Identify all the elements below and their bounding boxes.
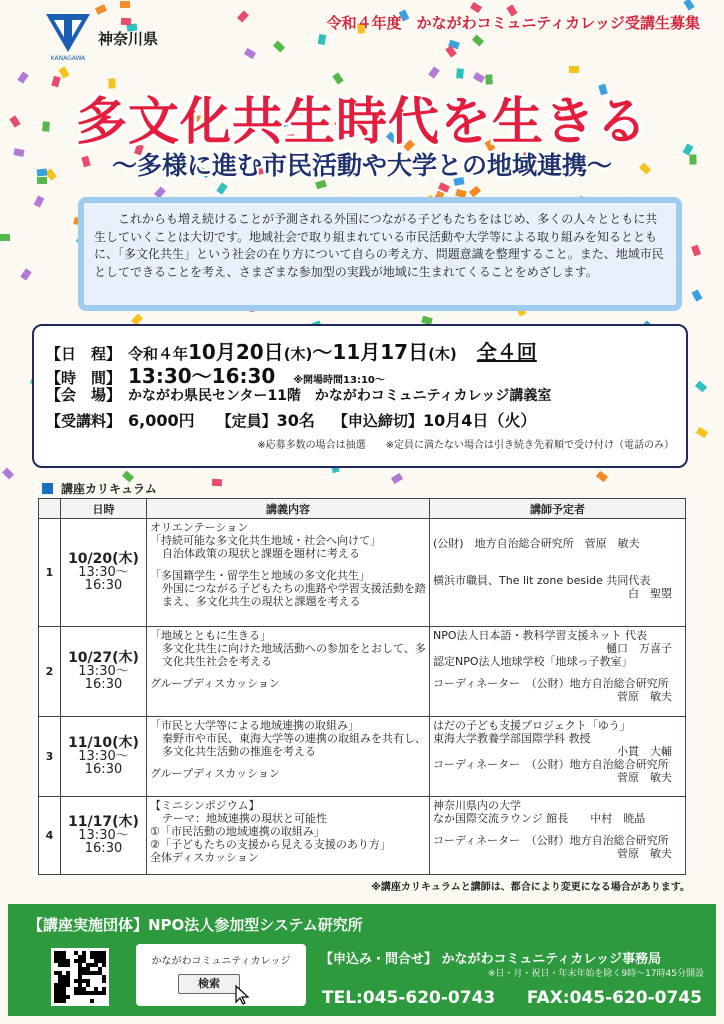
svg-text:KANAGAWA: KANAGAWA [50, 55, 86, 62]
office-hours: ※日・月・祝日・年末年始を除く9時〜17時45分開設 [487, 969, 704, 979]
confetti-piece [216, 183, 227, 195]
confetti-piece [391, 473, 403, 484]
col-date: 日時 [61, 499, 147, 519]
confetti-piece [596, 470, 608, 482]
confetti-piece [0, 234, 10, 241]
prefecture-name: 神奈川県 [98, 30, 159, 48]
col-no [39, 499, 61, 519]
table-row: 2 10/27(木) 13:30〜 16:30 「地域とともに生きる」 多文化共生に向けた地域活動への参加をとおして、多文化共生社会を考える グループディスカッション NPO法人日本語・教科学習支援ネット 代表 樋口 万喜子 認定NPO法人地球学校「地球っ子教室」 コーディネーター （公財）地方自治総合研究所 菅原 敏夫 [39, 627, 686, 717]
confetti-piece [696, 427, 708, 438]
cursor-pointer-icon [232, 984, 254, 1006]
confetti-piece [469, 185, 481, 197]
time-row: 【時 間】 13:30〜16:30 ※開場時間13:10〜 [46, 364, 385, 388]
info-note: ※応募多数の場合は抽選 ※定員に満たない場合は引き続き先着順で受け付け（電話のみ） [257, 440, 674, 451]
confetti-piece [212, 479, 222, 487]
square-bullet-icon [42, 483, 53, 494]
confetti-piece [121, 18, 131, 26]
col-content: 講義内容 [147, 499, 430, 519]
venue-row: 【会 場】 かながわ県民センター11階 かながわコミュニティカレッジ講義室 [46, 386, 552, 404]
main-title: 多文化共生時代を生きる [75, 93, 648, 152]
confetti-piece [692, 290, 703, 302]
curriculum-heading: 講座カリキュラム [42, 480, 157, 497]
table-row: 4 11/17(木) 13:30〜 16:30 【ミニシンポジウム】 テーマ：地域連携の現状と可能性 ①「市民活動の地域連携の取組み」 ②「子どもたちの支援から見える支援のあり方」 全体ディスカッション 神奈川県内の大学 なか国際交流ラウンジ 館長 中村 暁晶 コーディネーター （公財）地方自治総合研究所 菅原 敏夫 [39, 797, 686, 875]
confetti-piece [683, 0, 694, 10]
confetti-piece [694, 381, 706, 393]
search-button[interactable]: 検索 [178, 974, 240, 994]
qr-code[interactable] [51, 948, 109, 1006]
col-lecturer: 講師予定者 [430, 499, 686, 519]
intro-text: これからも増え続けることが予測される外国につながる子どもたちをはじめ、多くの人々とともに共生していくことは大切です。地域社会で取り組まれている市民活動や大学等による取り組みを知るとともに、「多文化共生」という社会の在り方について自らの考え方、問題意識を整理すること。また、地域市民としてできることを考え、さまざまな参加型の実践が地域に生まれてくることをめざします。 [78, 197, 682, 311]
kanagawa-logo [42, 12, 94, 62]
recruitment-heading: 令和４年度 かながわコミュニティカレッジ受講生募集 [326, 14, 700, 32]
fee-row: 【受講料】 6,000円 【定員】 30名 【申込締切】 10月4日（火） [46, 411, 537, 430]
session-count: 全４回 [476, 340, 537, 364]
confetti-piece [273, 41, 285, 53]
confetti-piece [120, 1, 130, 8]
confetti-piece [428, 66, 440, 78]
search-label: かながわコミュニティカレッジ [151, 956, 291, 967]
curriculum-table [38, 498, 686, 875]
confetti-piece [2, 467, 14, 479]
confetti-piece [244, 48, 256, 59]
confetti-piece [318, 34, 326, 45]
search-box [136, 944, 306, 1006]
organizer: 【講座実施団体】NPO法人参加型システム研究所 [28, 916, 363, 934]
application-contact: 【申込み・問合せ】 かながわコミュニティカレッジ事務局 [320, 952, 662, 967]
telephone[interactable]: TEL:045-620-0743 [322, 988, 496, 1008]
confetti-piece [691, 245, 701, 257]
fax: FAX:045-620-0745 [526, 988, 702, 1008]
confetti-piece [34, 195, 45, 207]
confetti-piece [237, 11, 249, 23]
confetti-piece [457, 68, 465, 79]
table-row: 3 11/10(木) 13:30〜 16:30 「市民と大学等による地域連携の取組み」 秦野市や市民、東海大学等の連携の取組みを共有し、多文化共生活動の推進を考える グループディスカッション はだの子ども支援プロジェクト「ゆう」 東海大学教養学部国際学科 教授 小貫 大輔 コーディネーター （公財）地方自治総合研究所 菅原 敏夫 [39, 717, 686, 797]
event-info-box [32, 324, 688, 468]
subtitle: 〜多様に進む市民活動や大学との地域連携〜 [111, 151, 612, 180]
confetti-piece [20, 268, 31, 280]
schedule-row: 【日 程】 令和４年 10月20日 (木) 〜 11月17日 (木) 全４回 [46, 336, 674, 360]
confetti-piece [472, 34, 484, 46]
curriculum-footnote: ※講座カリキュラムと講師は、都合により変更になる場合があります。 [371, 882, 690, 893]
confetti-piece [569, 66, 579, 73]
table-header-row [39, 499, 686, 519]
table-row: 1 10/20(木) 13:30〜 16:30 オリエンテーション 「持続可能な多文化共生地域・社会へ向けて」 自治体政策の現状と課題を題材に考える 「多国籍学生・留学生と地域の多文化共生」 外国につながる子どもたちの進路や学習支援活動を踏まえ、多文化共生の現状と課題を考える (公財) 地方自治総合研究所 菅原 敏夫 横浜市職員、The lit zone beside 共同代表 白 聖曌 [39, 519, 686, 627]
confetti-piece [95, 4, 107, 14]
footer-contact [8, 904, 716, 1016]
